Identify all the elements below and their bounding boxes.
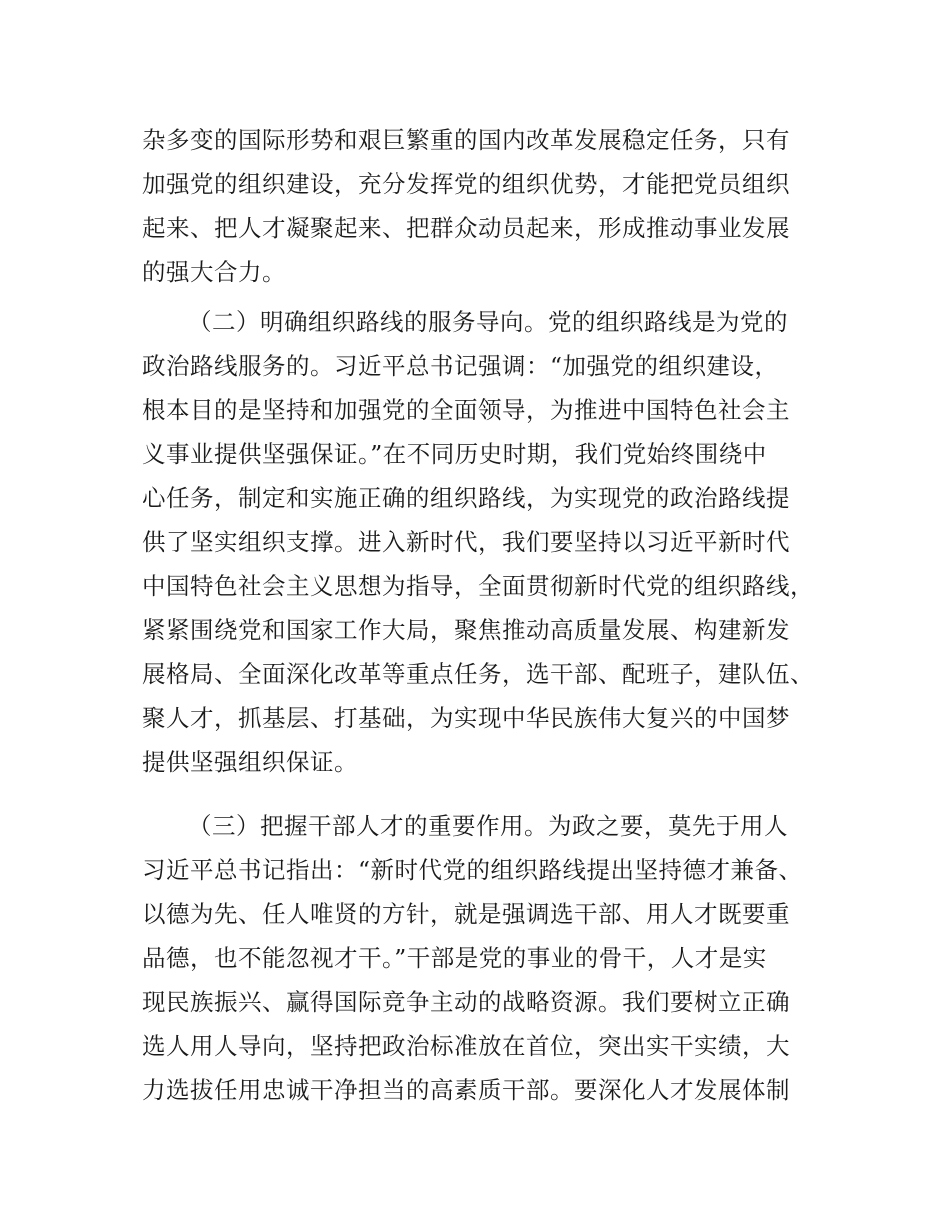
- paragraph-line: 根本目的是坚持和加强党的全面领导，为推进中国特色社会主: [142, 396, 790, 424]
- paragraph-line: 力选拔任用忠诚干净担当的高素质干部。要深化人才发展体制: [142, 1076, 790, 1104]
- paragraph-line: 心任务，制定和实施正确的组织路线，为实现党的政治路线提: [142, 484, 790, 512]
- paragraph-heading-line: （二）明确组织路线的服务导向。党的组织路线是为党的: [188, 308, 788, 336]
- paragraph-line: 中国特色社会主义思想为指导，全面贯彻新时代党的组织路线，: [142, 572, 814, 600]
- paragraph-line: 起来、把人才凝聚起来、把群众动员起来，形成推动事业发展: [142, 214, 790, 242]
- paragraph-line: 聚人才，抓基层、打基础，为实现中华民族伟大复兴的中国梦: [142, 704, 790, 732]
- paragraph-line: 以德为先、任人唯贤的方针，就是强调选干部、用人才既要重: [142, 900, 790, 928]
- paragraph-line: 习近平总书记指出：“新时代党的组织路线提出坚持德才兼备、: [142, 856, 803, 884]
- paragraph-line: 政治路线服务的。习近平总书记强调：“加强党的组织建设，: [142, 352, 779, 380]
- paragraph-line: 的强大合力。: [142, 258, 286, 286]
- paragraph-heading-line: （三）把握干部人才的重要作用。为政之要，莫先于用人: [188, 812, 788, 840]
- paragraph-line: 现民族振兴、赢得国际竞争主动的战略资源。我们要树立正确: [142, 988, 790, 1016]
- paragraph-line: 加强党的组织建设，充分发挥党的组织优势，才能把党员组织: [142, 170, 790, 198]
- paragraph-line: 提供坚强组织保证。: [142, 748, 358, 776]
- paragraph-line: 品德，也不能忽视才干。”干部是党的事业的骨干，人才是实: [142, 944, 767, 972]
- paragraph-line: 展格局、全面深化改革等重点任务，选干部、配班子，建队伍、: [142, 660, 814, 688]
- paragraph-line: 供了坚实组织支撑。进入新时代，我们要坚持以习近平新时代: [142, 528, 790, 556]
- paragraph-line: 杂多变的国际形势和艰巨繁重的国内改革发展稳定任务，只有: [142, 126, 790, 154]
- paragraph-line: 选人用人导向，坚持把政治标准放在首位，突出实干实绩，大: [142, 1032, 790, 1060]
- paragraph-line: 紧紧围绕党和国家工作大局，聚焦推动高质量发展、构建新发: [142, 616, 790, 644]
- paragraph-line: 义事业提供坚强保证。”在不同历史时期，我们党始终围绕中: [142, 440, 767, 468]
